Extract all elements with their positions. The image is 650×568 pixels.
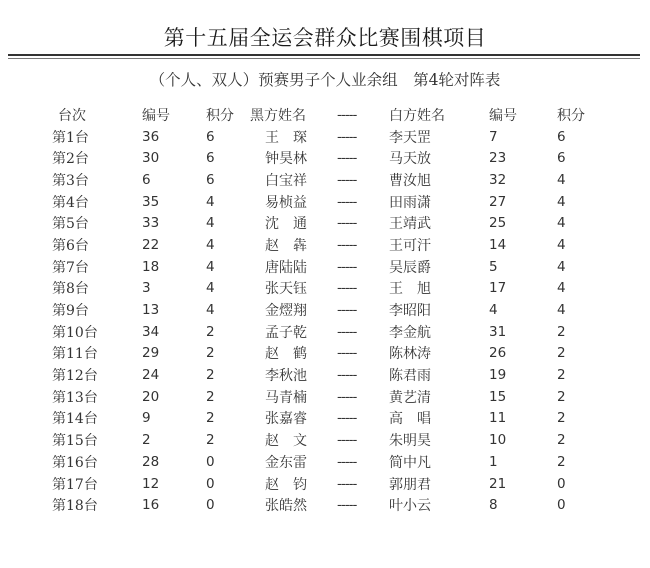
separator-cell: ----- [337,388,357,405]
white-name-cell: 高 唱 [389,411,431,428]
board-cell: 第13台 [52,389,98,406]
board-cell: 第17台 [52,476,98,493]
white-number-cell: 15 [489,388,507,405]
black-name-cell: 马青楠 [265,389,307,406]
separator-cell: ----- [337,150,357,167]
white-points-cell: 0 [557,475,566,492]
board-cell: 第6台 [52,237,89,254]
table-row [46,473,597,495]
black-name-cell: 赵 文 [265,433,307,450]
black-number-cell: 13 [142,302,160,319]
white-number-cell: 19 [489,367,507,384]
black-number-cell: 20 [142,388,160,405]
white-name-cell: 王靖武 [389,216,431,233]
pairing-table-body [46,126,597,516]
header-black-number: 编号 [142,107,170,124]
board-cell: 第7台 [52,259,89,276]
black-number-cell: 35 [142,193,160,210]
black-number-cell: 9 [142,410,151,427]
black-name-cell: 易桢益 [265,194,307,211]
table-row [46,212,597,234]
table-row [46,169,597,191]
white-name-cell: 马天放 [389,151,431,168]
white-points-cell: 2 [557,323,566,340]
white-points-cell: 4 [557,258,566,275]
black-points-cell: 2 [206,410,215,427]
table-row [46,451,597,473]
table-row [46,343,597,365]
black-number-cell: 28 [142,453,160,470]
board-cell: 第12台 [52,368,98,385]
board-cell: 第18台 [52,498,98,515]
board-cell: 第4台 [52,194,89,211]
black-name-cell: 赵 鹤 [265,346,307,363]
white-points-cell: 4 [557,171,566,188]
table-row [46,408,597,430]
table-row [46,126,597,148]
pairing-table-header [46,104,597,126]
title-rule-thick [8,54,640,56]
white-number-cell: 32 [489,171,507,188]
table-row [46,364,597,386]
separator-cell: ----- [337,236,357,253]
board-cell: 第8台 [52,281,89,298]
black-points-cell: 6 [206,128,215,145]
white-name-cell: 黄艺清 [389,389,431,406]
separator-cell: ----- [337,193,357,210]
black-points-cell: 0 [206,497,215,514]
black-name-cell: 唐陆陆 [265,259,307,276]
black-name-cell: 金熤翔 [265,303,307,320]
separator-cell: ----- [337,475,357,492]
separator-cell: ----- [337,367,357,384]
white-name-cell: 田雨潇 [389,194,431,211]
separator-cell: ----- [337,345,357,362]
black-name-cell: 赵 钧 [265,476,307,493]
table-row [46,299,597,321]
white-name-cell: 王 旭 [389,281,431,298]
separator-cell: ----- [337,323,357,340]
black-number-cell: 30 [142,150,160,167]
black-points-cell: 0 [206,475,215,492]
header-black-name: 黑方姓名 [250,107,306,124]
black-name-cell: 张嘉睿 [265,411,307,428]
black-name-cell: 张天钰 [265,281,307,298]
separator-cell: ----- [337,453,357,470]
white-points-cell: 2 [557,453,566,470]
white-number-cell: 1 [489,453,498,470]
black-points-cell: 4 [206,215,215,232]
table-row [46,278,597,300]
black-number-cell: 34 [142,323,160,340]
black-name-cell: 张皓然 [265,498,307,515]
separator-cell: ----- [337,280,357,297]
header-black-points: 积分 [206,107,234,124]
black-points-cell: 6 [206,171,215,188]
black-points-cell: 2 [206,367,215,384]
separator-cell: ----- [337,432,357,449]
white-points-cell: 2 [557,367,566,384]
white-points-cell: 4 [557,236,566,253]
black-number-cell: 12 [142,475,160,492]
black-name-cell: 赵 犇 [265,237,307,254]
white-number-cell: 10 [489,432,507,449]
white-points-cell: 6 [557,128,566,145]
board-cell: 第3台 [52,172,89,189]
header-white-name: 白方姓名 [389,107,445,124]
black-name-cell: 李秋池 [265,368,307,385]
white-points-cell: 4 [557,302,566,319]
white-name-cell: 郭朋君 [389,476,431,493]
black-number-cell: 29 [142,345,160,362]
white-name-cell: 李金航 [389,324,431,341]
white-points-cell: 2 [557,388,566,405]
table-row [46,494,597,516]
board-cell: 第10台 [52,324,98,341]
board-cell: 第1台 [52,129,89,146]
white-number-cell: 5 [489,258,498,275]
black-points-cell: 4 [206,302,215,319]
separator-cell: ----- [337,258,357,275]
white-number-cell: 21 [489,475,507,492]
black-number-cell: 18 [142,258,160,275]
board-cell: 第9台 [52,303,89,320]
white-name-cell: 李昭阳 [389,303,431,320]
table-row [46,256,597,278]
black-points-cell: 4 [206,280,215,297]
black-name-cell: 金东雷 [265,454,307,471]
board-cell: 第16台 [52,454,98,471]
document-title: 第十五届全运会群众比赛围棋项目 [163,26,487,50]
white-number-cell: 25 [489,215,507,232]
white-name-cell: 陈君雨 [389,368,431,385]
title-rule-thin [8,58,640,59]
white-number-cell: 4 [489,302,498,319]
board-cell: 第11台 [52,346,98,363]
black-name-cell: 白宝祥 [265,172,307,189]
white-points-cell: 4 [557,215,566,232]
header-white-number: 编号 [489,107,517,124]
black-number-cell: 24 [142,367,160,384]
black-name-cell: 沈 通 [265,216,307,233]
table-row [46,386,597,408]
document-subtitle: （个人、双人）预赛男子个人业余组 第4轮对阵表 [149,71,501,89]
white-name-cell: 曹汝旭 [389,172,431,189]
black-number-cell: 22 [142,236,160,253]
header-separator: ----- [337,106,357,123]
white-name-cell: 王可汗 [389,237,431,254]
white-points-cell: 4 [557,193,566,210]
white-points-cell: 6 [557,150,566,167]
black-points-cell: 2 [206,323,215,340]
black-number-cell: 2 [142,432,151,449]
black-points-cell: 4 [206,258,215,275]
table-row [46,191,597,213]
white-points-cell: 2 [557,345,566,362]
black-name-cell: 钟昊林 [265,151,307,168]
white-number-cell: 8 [489,497,498,514]
black-number-cell: 3 [142,280,151,297]
table-row [46,321,597,343]
white-name-cell: 叶小云 [389,498,431,515]
black-points-cell: 6 [206,150,215,167]
white-number-cell: 31 [489,323,507,340]
white-points-cell: 2 [557,410,566,427]
black-points-cell: 0 [206,453,215,470]
white-points-cell: 2 [557,432,566,449]
black-number-cell: 16 [142,497,160,514]
white-number-cell: 17 [489,280,507,297]
white-number-cell: 14 [489,236,507,253]
black-points-cell: 4 [206,193,215,210]
black-points-cell: 2 [206,345,215,362]
board-cell: 第5台 [52,216,89,233]
black-points-cell: 2 [206,388,215,405]
header-row [46,104,597,126]
white-points-cell: 4 [557,280,566,297]
white-number-cell: 7 [489,128,498,145]
white-points-cell: 0 [557,497,566,514]
white-name-cell: 陈林涛 [389,346,431,363]
black-number-cell: 6 [142,171,151,188]
board-cell: 第15台 [52,433,98,450]
separator-cell: ----- [337,171,357,188]
separator-cell: ----- [337,128,357,145]
black-name-cell: 王 琛 [265,129,307,146]
white-number-cell: 27 [489,193,507,210]
black-number-cell: 33 [142,215,160,232]
separator-cell: ----- [337,302,357,319]
black-points-cell: 2 [206,432,215,449]
table-row [46,147,597,169]
white-name-cell: 李天罡 [389,129,431,146]
black-number-cell: 36 [142,128,160,145]
white-number-cell: 11 [489,410,507,427]
board-cell: 第14台 [52,411,98,428]
white-name-cell: 简中凡 [389,454,431,471]
table-row [46,234,597,256]
separator-cell: ----- [337,215,357,232]
black-name-cell: 孟子乾 [265,324,307,341]
header-white-points: 积分 [557,107,585,124]
white-name-cell: 吴辰爵 [389,259,431,276]
white-number-cell: 23 [489,150,507,167]
separator-cell: ----- [337,410,357,427]
table-row [46,429,597,451]
white-number-cell: 26 [489,345,507,362]
header-board: 台次 [58,107,86,124]
board-cell: 第2台 [52,151,89,168]
separator-cell: ----- [337,497,357,514]
white-name-cell: 朱明昊 [389,433,431,450]
black-points-cell: 4 [206,236,215,253]
pairing-table [46,104,597,516]
